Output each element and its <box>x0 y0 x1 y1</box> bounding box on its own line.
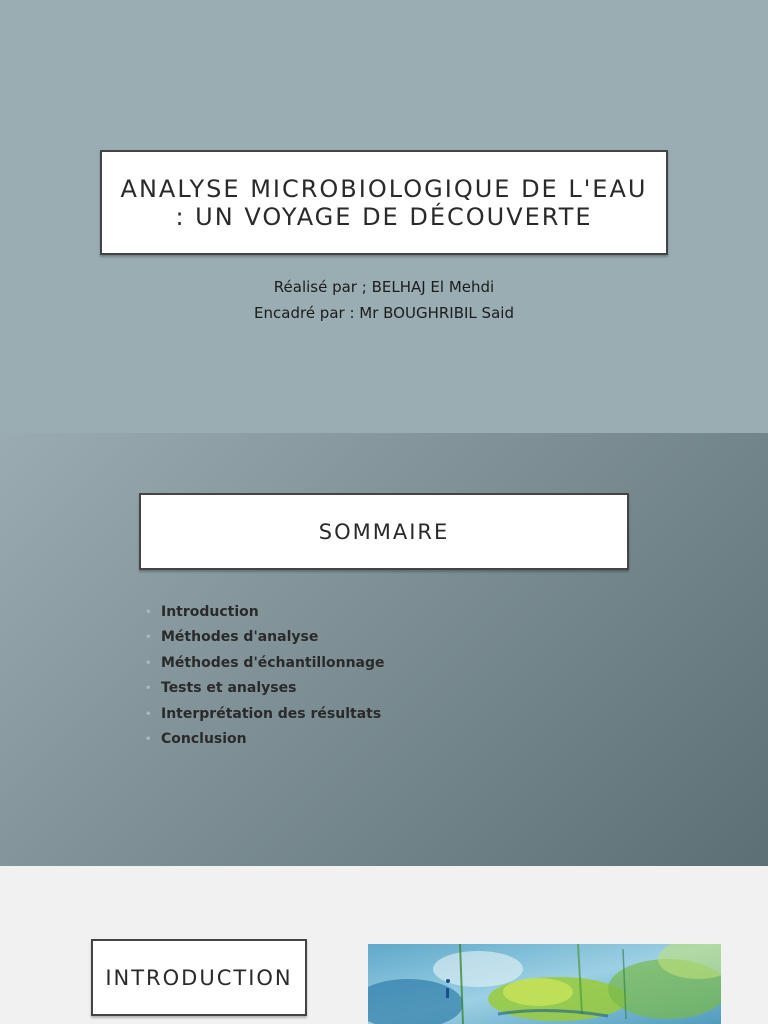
author-line: Réalisé par ; BELHAJ El Mehdi <box>273 278 495 296</box>
list-item <box>145 625 385 650</box>
bullet-icon: • <box>145 733 152 745</box>
water-landscape-image <box>368 944 721 1024</box>
list-item-label: Tests et analyses <box>161 680 297 697</box>
bullet-icon: • <box>145 632 152 644</box>
list-item-label: Méthodes d'échantillonnage <box>161 654 385 671</box>
list-item-label: Méthodes d'analyse <box>161 629 319 646</box>
bullet-icon: • <box>145 657 152 669</box>
list-item-label: Introduction <box>161 604 259 620</box>
summary-title: SOMMAIRE <box>139 493 629 570</box>
supervisor-line: Encadré par : Mr BOUGHRIBIL Said <box>254 304 514 322</box>
summary-list <box>145 600 385 752</box>
list-item <box>145 727 385 752</box>
introduction-title: INTRODUCTION <box>91 939 307 1016</box>
bullet-icon: • <box>145 708 152 720</box>
introduction-slide <box>0 866 768 1024</box>
title-slide <box>0 0 768 433</box>
list-item <box>145 600 385 625</box>
list-item <box>145 676 385 701</box>
bullet-icon: • <box>145 607 152 618</box>
bullet-icon: • <box>145 683 152 695</box>
list-item <box>145 651 385 676</box>
list-item-label: Conclusion <box>161 730 247 747</box>
list-item <box>145 702 385 727</box>
summary-slide <box>0 433 768 866</box>
list-item-label: Interprétation des résultats <box>161 705 382 722</box>
presentation-title: ANALYSE MICROBIOLOGIQUE DE L'EAU : UN VOYAGE DE DÉCOUVERTE <box>100 150 668 255</box>
